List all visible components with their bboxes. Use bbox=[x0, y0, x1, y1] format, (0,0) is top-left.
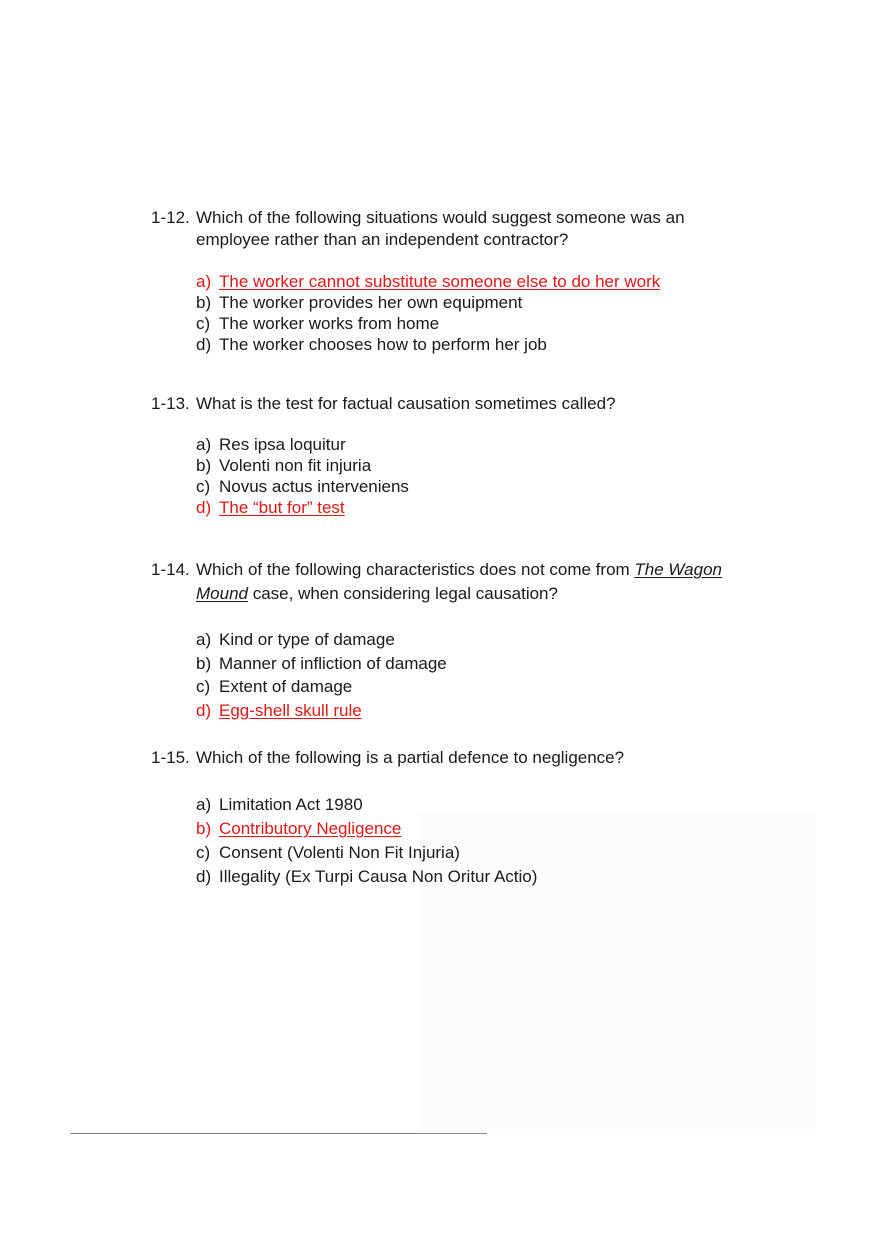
question-stem bbox=[151, 207, 731, 251]
question-text: Which of the following is a partial defence to negligence? bbox=[196, 748, 625, 767]
question-text bbox=[196, 558, 731, 606]
option-letter: a) bbox=[196, 795, 212, 814]
option-text: Contributory Negligence bbox=[219, 819, 402, 838]
option-letter: d) bbox=[196, 867, 212, 886]
option-a bbox=[196, 434, 731, 455]
option-text: Manner of infliction of damage bbox=[219, 653, 447, 673]
option-letter: b) bbox=[196, 293, 212, 312]
option-letter: c) bbox=[196, 314, 211, 333]
option-letter: d) bbox=[196, 335, 212, 354]
option-text: The “but for” test bbox=[219, 498, 345, 517]
option-d-correct bbox=[196, 699, 731, 723]
option-letter: a) bbox=[196, 630, 212, 649]
question-stem bbox=[151, 393, 731, 415]
option-text: Limitation Act 1980 bbox=[219, 795, 363, 814]
question-1-15 bbox=[151, 747, 731, 889]
question-number: 1-13. bbox=[151, 394, 190, 413]
option-letter: c) bbox=[196, 843, 211, 862]
option-letter: b) bbox=[196, 819, 212, 838]
question-1-14 bbox=[151, 558, 731, 722]
option-text: The worker cannot substitute someone else to do her work bbox=[219, 272, 661, 291]
option-list bbox=[196, 271, 731, 355]
option-b bbox=[196, 652, 731, 676]
option-list bbox=[196, 628, 731, 722]
option-d bbox=[196, 334, 731, 355]
question-number: 1-12. bbox=[151, 208, 190, 227]
option-a-correct bbox=[196, 271, 731, 292]
question-text-after: case, when considering legal causation? bbox=[247, 584, 558, 603]
option-letter: d) bbox=[196, 498, 212, 517]
question-1-13 bbox=[151, 393, 731, 518]
option-c bbox=[196, 841, 731, 865]
option-letter: c) bbox=[196, 477, 211, 496]
option-text: The worker chooses how to perform her job bbox=[219, 335, 547, 354]
option-letter: b) bbox=[196, 653, 212, 673]
option-b-correct bbox=[196, 817, 731, 841]
option-text: Kind or type of damage bbox=[219, 630, 395, 649]
option-b bbox=[196, 455, 731, 476]
option-b bbox=[196, 292, 731, 313]
option-letter: a) bbox=[196, 272, 212, 291]
option-a bbox=[196, 628, 731, 652]
question-stem bbox=[151, 747, 731, 769]
option-text: Novus actus interveniens bbox=[219, 477, 409, 496]
option-d-correct bbox=[196, 497, 731, 518]
option-c bbox=[196, 476, 731, 497]
option-a bbox=[196, 793, 731, 817]
option-text: Consent (Volenti Non Fit Injuria) bbox=[219, 843, 460, 862]
option-text: Egg-shell skull rule bbox=[219, 700, 362, 720]
option-c bbox=[196, 675, 731, 699]
option-text: Res ipsa loquitur bbox=[219, 435, 346, 454]
option-text: Volenti non fit injuria bbox=[219, 456, 372, 475]
option-letter: d) bbox=[196, 700, 212, 720]
option-text: Illegality (Ex Turpi Causa Non Oritur Actio) bbox=[219, 867, 538, 886]
option-letter: b) bbox=[196, 456, 212, 475]
option-list bbox=[196, 434, 731, 518]
question-text: What is the test for factual causation sometimes called? bbox=[196, 394, 616, 413]
option-text: The worker works from home bbox=[219, 314, 440, 333]
footnote-separator bbox=[70, 1133, 487, 1134]
question-text: Which of the following situations would suggest someone was an employee rather than an independent contractor? bbox=[196, 208, 685, 249]
case-name: The Wagon Mound bbox=[196, 560, 722, 603]
option-text: Extent of damage bbox=[219, 677, 353, 696]
option-letter: a) bbox=[196, 435, 212, 454]
question-number: 1-15. bbox=[151, 748, 190, 767]
option-c bbox=[196, 313, 731, 334]
option-list bbox=[196, 793, 731, 889]
question-stem bbox=[151, 558, 731, 606]
option-letter: c) bbox=[196, 677, 211, 696]
option-text: The worker provides her own equipment bbox=[219, 293, 523, 312]
option-d bbox=[196, 865, 731, 889]
question-text-before: Which of the following characteristics does not come from bbox=[196, 560, 635, 579]
question-number: 1-14. bbox=[151, 560, 190, 579]
question-1-12 bbox=[151, 207, 731, 355]
